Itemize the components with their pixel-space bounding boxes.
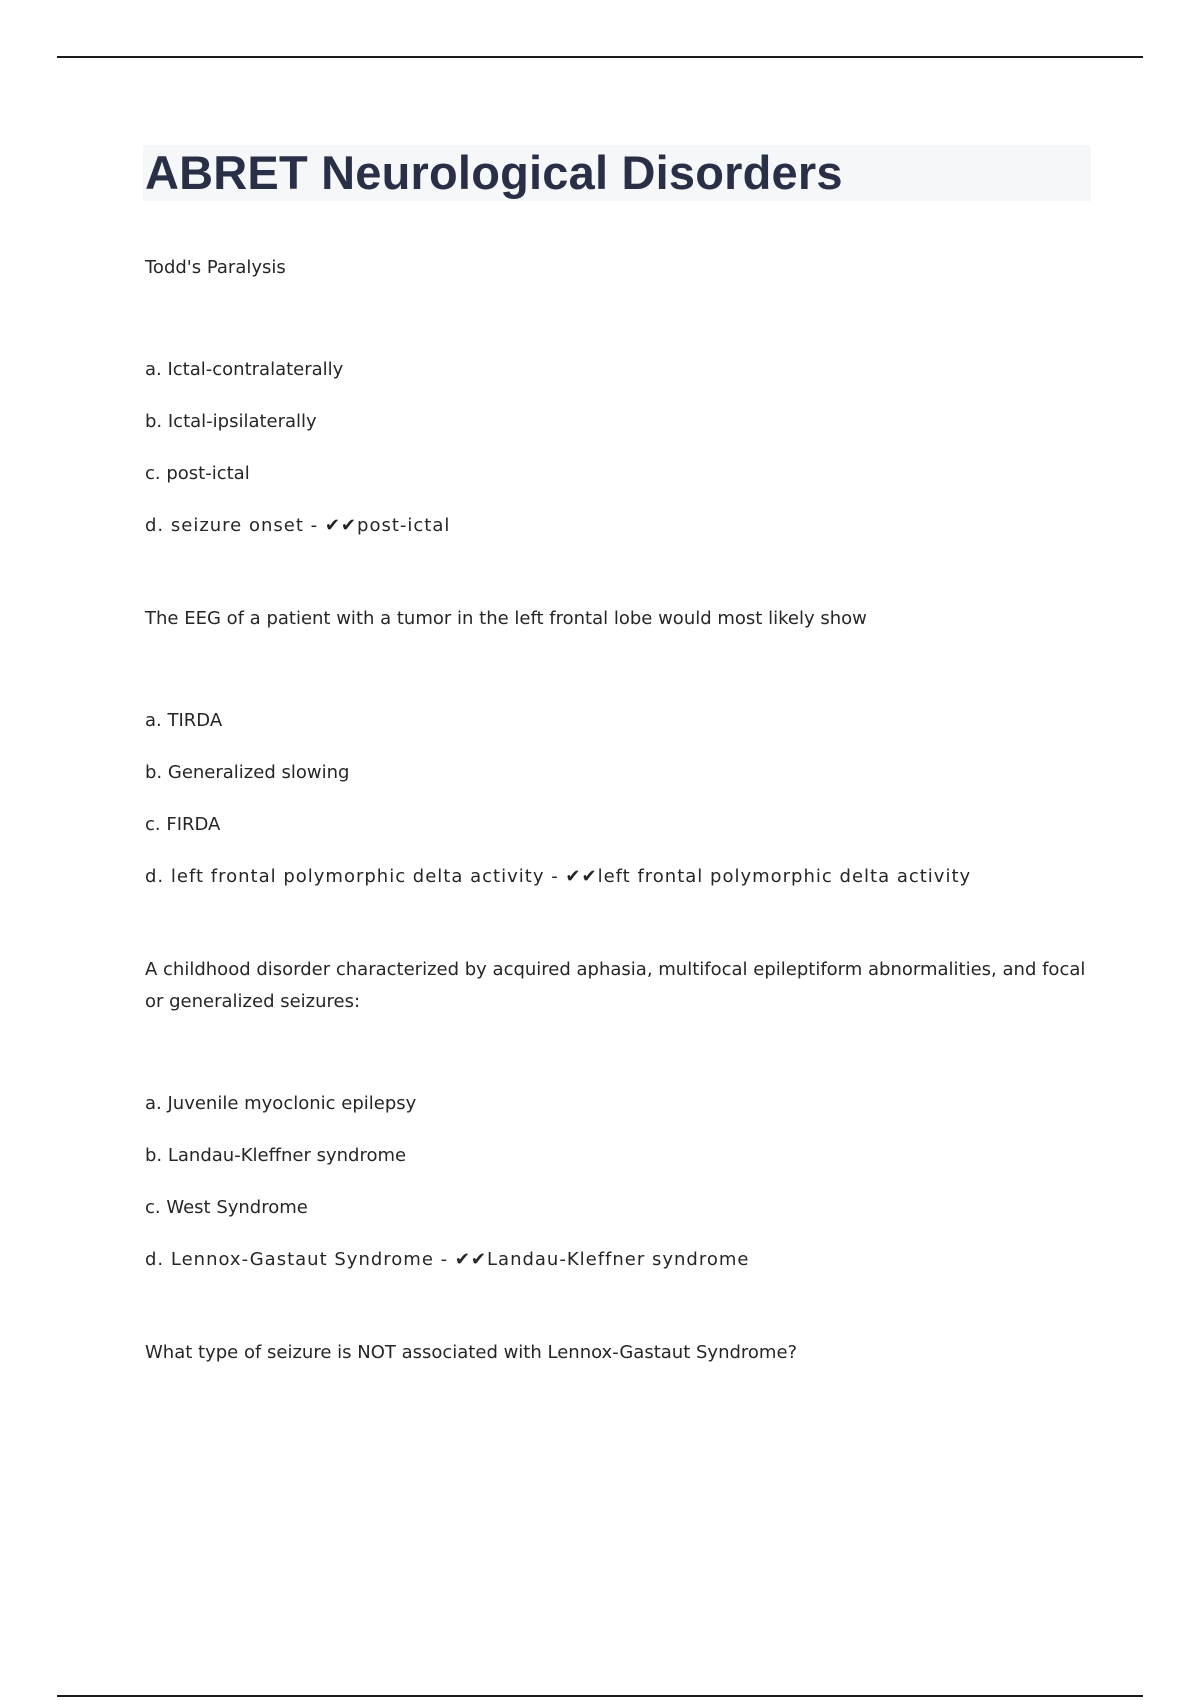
- question-block-3: [145, 954, 1095, 1276]
- question-prompt: A childhood disorder characterized by acquired aphasia, multifocal epileptiform abnormalities, and focal or generalized seizures:: [145, 959, 1086, 1012]
- answer-option-b: b. Generalized slowing: [145, 762, 350, 783]
- bottom-divider: [57, 1695, 1143, 1697]
- question-block-4: [145, 1337, 1095, 1369]
- answer-option-b: b. Ictal-ipsilaterally: [145, 411, 317, 432]
- answer-option-c: c. West Syndrome: [145, 1197, 308, 1218]
- question-prompt: What type of seizure is NOT associated with Lennox-Gastaut Syndrome?: [145, 1342, 798, 1363]
- document-body: [145, 252, 1095, 1430]
- answer-options: [145, 1088, 1095, 1276]
- answer-option-c: c. FIRDA: [145, 814, 221, 835]
- question-block-2: [145, 603, 1095, 893]
- answer-option-a: a. TIRDA: [145, 710, 223, 731]
- answer-options: [145, 705, 1095, 893]
- answer-option-b: b. Landau-Kleffner syndrome: [145, 1145, 407, 1166]
- question-prompt: Todd's Paralysis: [145, 257, 286, 278]
- answer-option-d-with-answer: d. left frontal polymorphic delta activity - ✔✔left frontal polymorphic delta activity: [145, 866, 972, 887]
- answer-option-a: a. Ictal-contralaterally: [145, 359, 344, 380]
- top-divider: [57, 56, 1143, 58]
- question-block-1: [145, 252, 1095, 542]
- question-prompt: The EEG of a patient with a tumor in the left frontal lobe would most likely show: [145, 608, 867, 629]
- answer-option-d-with-answer: d. seizure onset - ✔✔post-ictal: [145, 515, 451, 536]
- answer-option-c: c. post-ictal: [145, 463, 250, 484]
- answer-option-a: a. Juvenile myoclonic epilepsy: [145, 1093, 417, 1114]
- answer-options: [145, 354, 1095, 542]
- answer-option-d-with-answer: d. Lennox-Gastaut Syndrome - ✔✔Landau-Kleffner syndrome: [145, 1249, 750, 1270]
- document-title: ABRET Neurological Disorders: [145, 146, 843, 199]
